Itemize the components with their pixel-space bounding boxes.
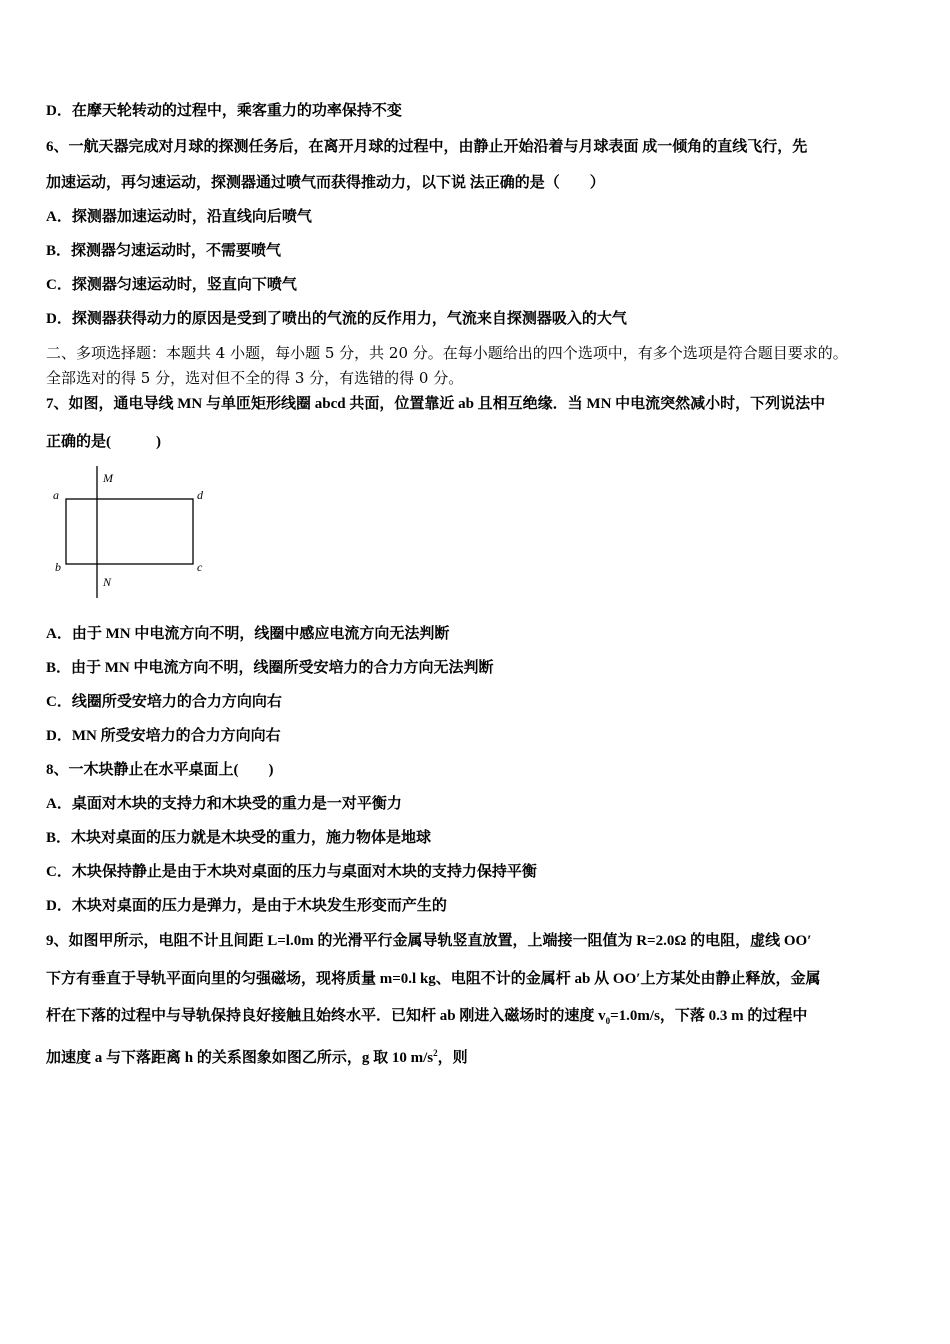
q6-option-d: [46, 309, 627, 329]
q9-line3-part2: =1.0m/s，下落 0.3 m 的过程中: [610, 1008, 808, 1024]
option-text: 线圈所受安培力的合力方向向右: [71, 694, 282, 710]
option-text: 探测器匀速运动时，竖直向下喷气: [71, 277, 297, 293]
q6-option-b: [46, 241, 281, 261]
q9-line3-part1: 杆在下落的过程中与导轨保持良好接触且始终水平．已知杆 ab 刚进入磁场时的速度 v: [46, 1008, 606, 1024]
option-text: 探测器获得动力的原因是受到了喷出的气流的反作用力，气流来自探测器吸入的大气: [71, 311, 627, 327]
option-key: A．: [46, 796, 72, 812]
option-key: B．: [46, 660, 72, 676]
q9-stem-line1: 9、如图甲所示，电阻不计且间距 L=l.0m 的光滑平行金属导轨竖直放置，上端接一阻值为 R=2.0Ω 的电阻，虚线 OO′: [46, 933, 812, 949]
q7-option-a: [46, 624, 449, 644]
option-text: 木块对桌面的压力是弹力，是由于木块发生形变而产生的: [71, 898, 447, 914]
q6-stem-line2: 加速运动，再匀速运动，探测器通过喷气而获得推动力，以下说 法正确的是（ ）: [46, 175, 605, 191]
label-a: a: [53, 488, 59, 502]
option-key: B．: [46, 830, 72, 846]
label-c: c: [197, 560, 203, 574]
option-text: MN 所受安培力的合力方向向右: [71, 728, 281, 744]
q8-option-b: [46, 828, 431, 848]
q9-line4-part1: 加速度 a 与下落距离 h 的关系图象如图乙所示，g 取 10 m/s: [46, 1050, 434, 1066]
velocity-subscript: 0: [605, 1016, 611, 1026]
option-text: 桌面对木块的支持力和木块受的重力是一对平衡力: [71, 796, 402, 812]
option-key: D．: [46, 103, 72, 119]
q6-option-a: [46, 207, 312, 227]
q9-stem-line2: 下方有垂直于导轨平面向里的匀强磁场，现将质量 m=0.l kg、电阻不计的金属杆 ab 从 OO′上方某处由静止释放，金属: [46, 971, 821, 987]
option-key: B．: [46, 243, 72, 259]
option-text: 由于 MN 中电流方向不明，线圈中感应电流方向无法判断: [71, 626, 450, 642]
q6-stem-line1: 6、一航天器完成对月球的探测任务后，在离开月球的过程中，由静止开始沿着与月球表面 成一倾角的直线飞行，先: [46, 139, 808, 155]
option-text: 探测器加速运动时，沿直线向后喷气: [71, 209, 312, 225]
label-n: N: [103, 575, 112, 589]
q8-option-c: [46, 862, 537, 882]
q7-figure-wire-and-coil: [48, 462, 218, 602]
option-key: A．: [46, 209, 72, 225]
q8-option-a: [46, 794, 402, 814]
option-key: D．: [46, 728, 72, 744]
option-text: 在摩天轮转动的过程中，乘客重力的功率保持不变: [71, 103, 402, 119]
option-text: 由于 MN 中电流方向不明，线圈所受安培力的合力方向无法判断: [71, 660, 494, 676]
label-b: b: [55, 560, 61, 574]
q5-option-d: [46, 101, 402, 121]
q9-stem-line3: [46, 1006, 807, 1031]
q8-option-d: [46, 896, 447, 916]
option-key: D．: [46, 898, 72, 914]
q7-option-b: [46, 658, 494, 678]
q9-line4-part2: ，则: [437, 1050, 468, 1066]
q7-stem-line1: 7、如图，通电导线 MN 与单匝矩形线圈 abcd 共面，位置靠近 ab 且相互绝缘．当 MN 中电流突然减小时，下列说法中: [46, 396, 826, 412]
option-key: C．: [46, 864, 72, 880]
q8-stem: 8、一木块静止在水平桌面上( ): [46, 762, 274, 778]
label-d: d: [197, 488, 203, 502]
option-text: 探测器匀速运动时，不需要喷气: [71, 243, 282, 259]
option-key: C．: [46, 694, 72, 710]
q9-stem-line4: [46, 1043, 468, 1068]
option-text: 木块对桌面的压力就是木块受的重力，施力物体是地球: [71, 830, 432, 846]
q7-option-c: [46, 692, 282, 712]
option-text: 木块保持静止是由于木块对桌面的压力与桌面对木块的支持力保持平衡: [71, 864, 537, 880]
q7-stem-line2: 正确的是( ): [46, 434, 161, 450]
section-heading-line1: 二、多项选择题：本题共 4 小题，每小题 5 分，共 20 分。在每小题给出的四个选项中，有多个选项是符合题目要求的。: [46, 344, 848, 362]
q7-option-d: [46, 726, 281, 746]
section-heading-line2: 全部选对的得 5 分，选对但不全的得 3 分，有选错的得 0 分。: [46, 369, 464, 387]
option-key: A．: [46, 626, 72, 642]
option-key: C．: [46, 277, 72, 293]
option-key: D．: [46, 311, 72, 327]
units-superscript: 2: [433, 1048, 438, 1058]
coil-abcd: [66, 499, 193, 564]
q6-option-c: [46, 275, 297, 295]
label-m: M: [103, 471, 113, 485]
